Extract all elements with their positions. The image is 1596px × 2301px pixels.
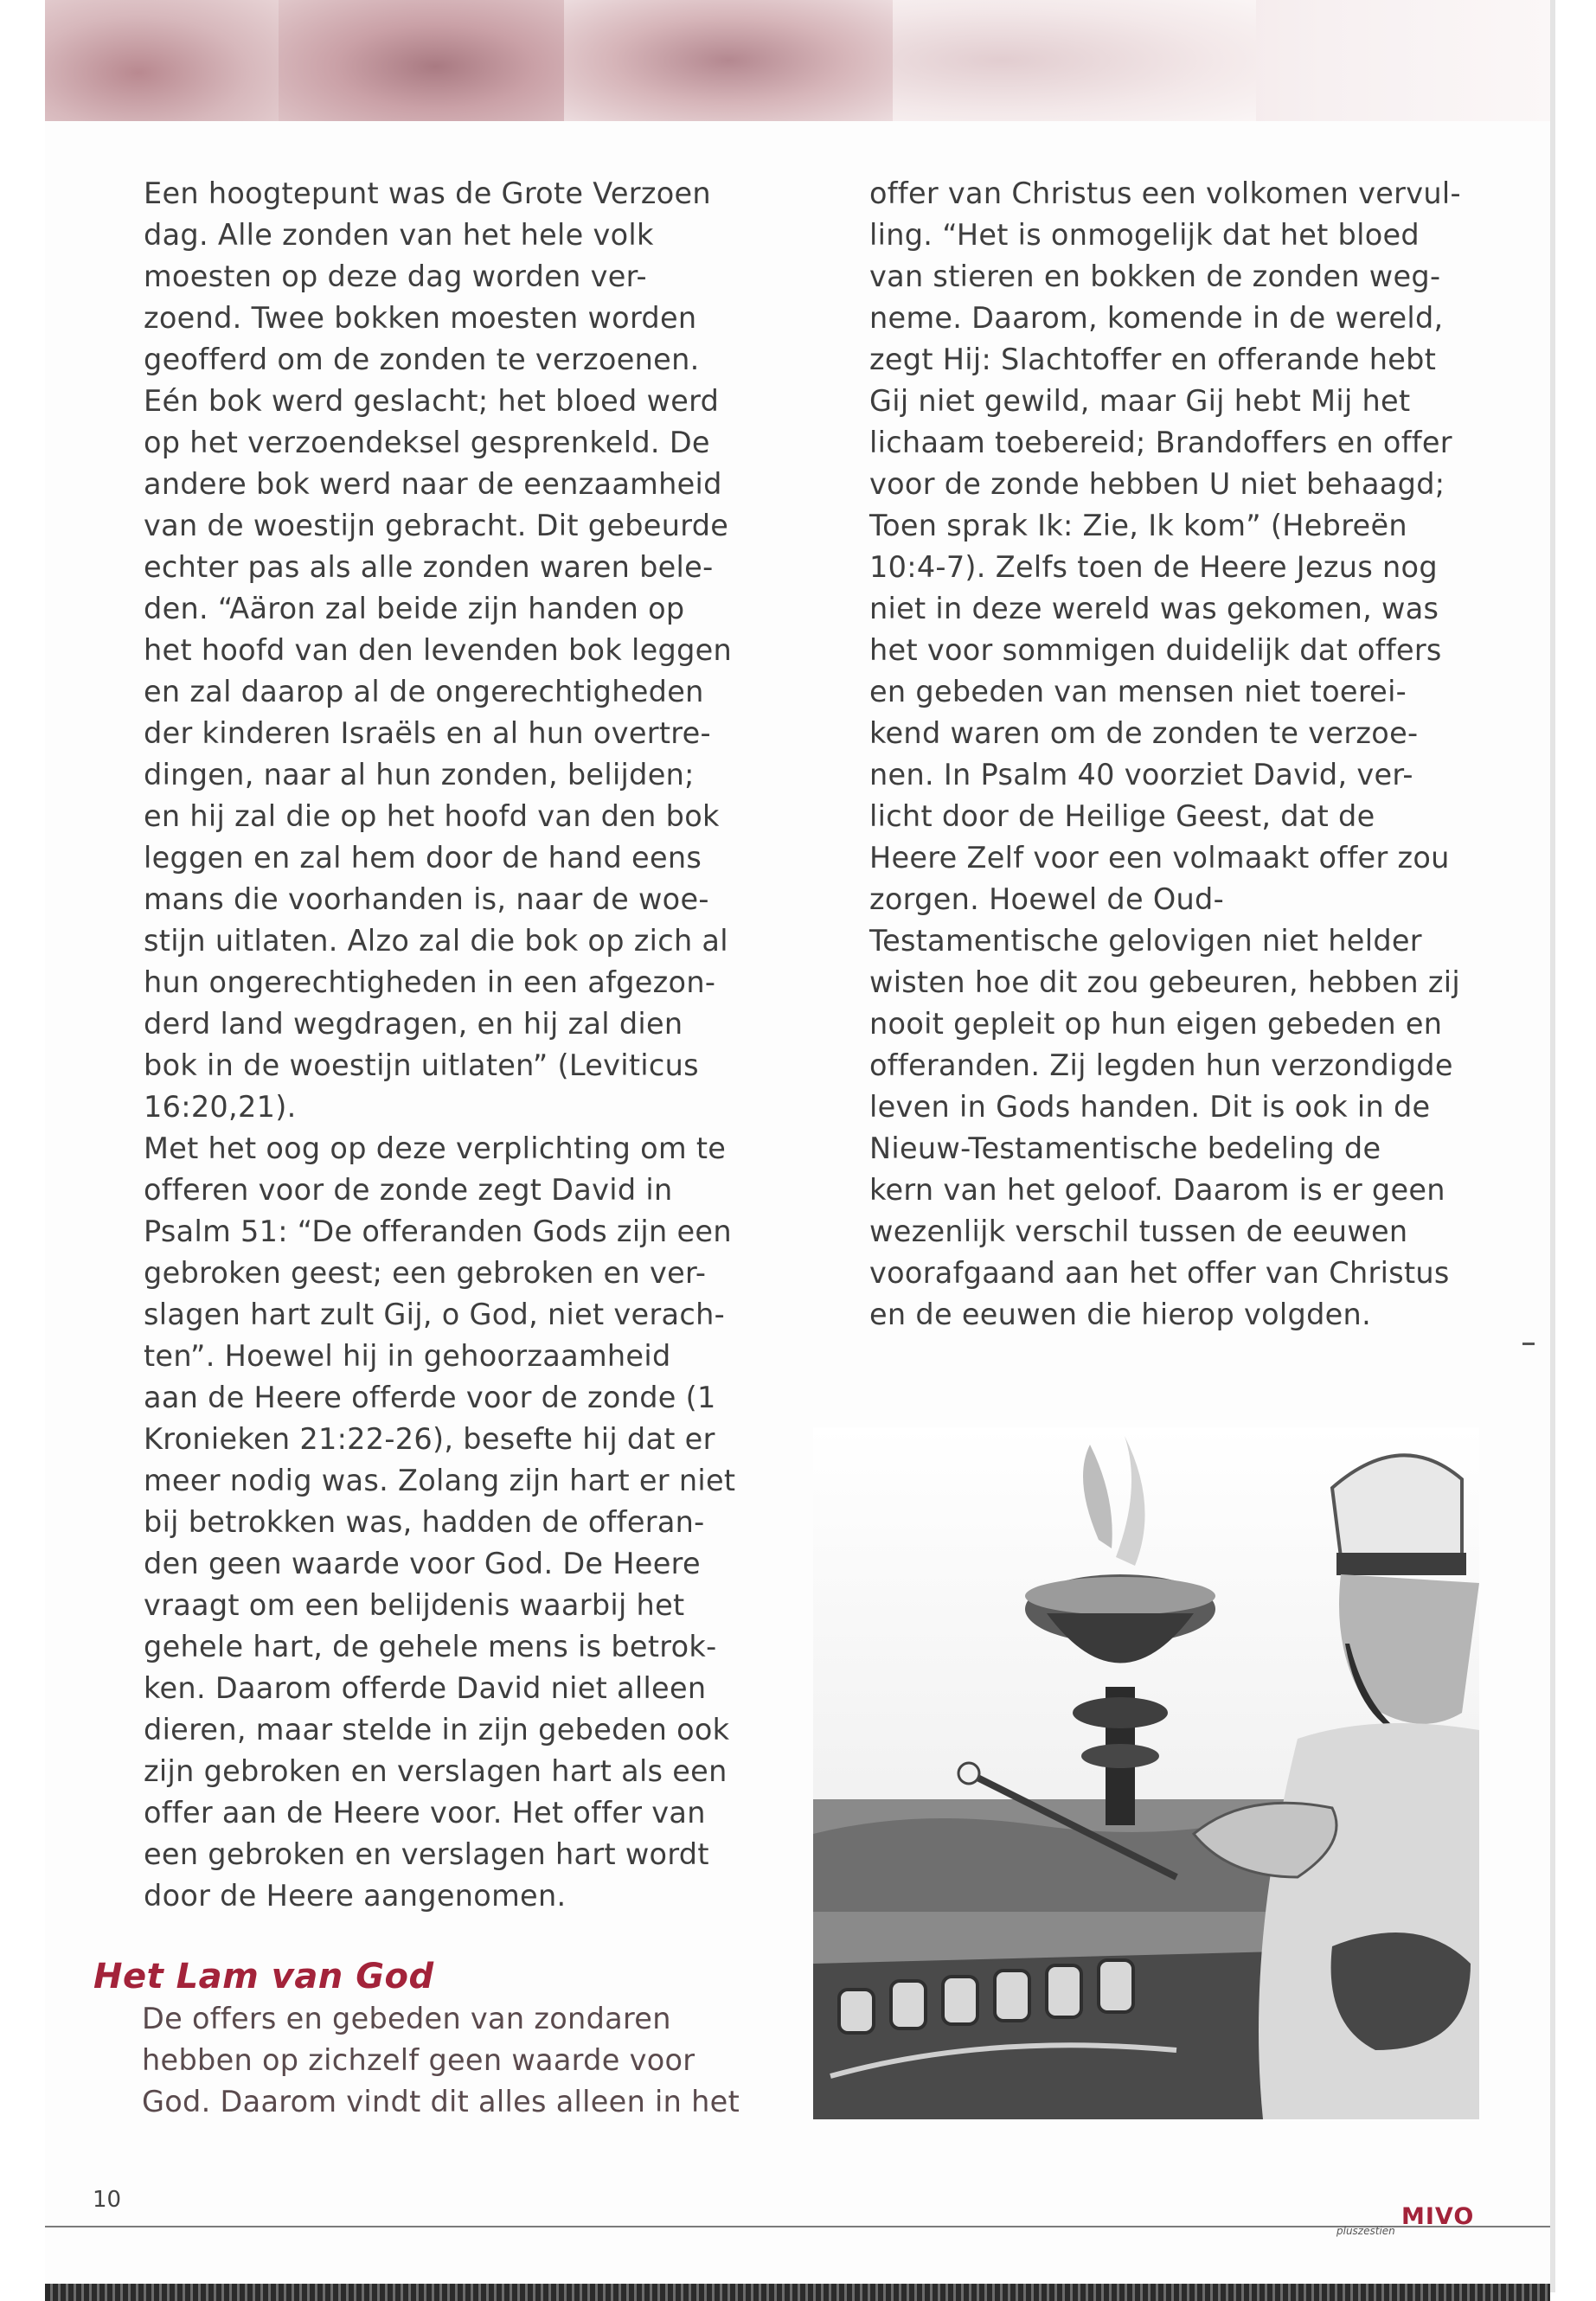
text-line: wisten hoe dit zou gebeuren, hebben zij bbox=[869, 965, 1461, 999]
text-line: Heere Zelf voor een volmaakt offer zou bbox=[869, 841, 1450, 875]
text-line: geofferd om de zonden te verzoenen. bbox=[144, 343, 700, 376]
text-line: hebben op zichzelf geen waarde voor bbox=[142, 2043, 695, 2077]
text-line: andere bok werd naar de eenzaamheid bbox=[144, 467, 722, 501]
text-line: mans die voorhanden is, naar de woe- bbox=[144, 882, 709, 916]
text-line: offeranden. Zij legden hun verzondigde bbox=[869, 1048, 1453, 1082]
section-heading: Het Lam van God bbox=[93, 1957, 434, 1997]
text-line: Een hoogtepunt was de Grote Verzoen bbox=[144, 176, 711, 210]
text-line: ken. Daarom offerde David niet alleen bbox=[144, 1671, 707, 1705]
text-line: slagen hart zult Gij, o God, niet verach- bbox=[144, 1298, 726, 1331]
page-number: 10 bbox=[93, 2187, 122, 2213]
text-line: Gij niet gewild, maar Gij hebt Mij het bbox=[869, 384, 1411, 418]
text-line: der kinderen Israëls en al hun overtre- bbox=[144, 716, 711, 750]
text-line: meer nodig was. Zolang zijn hart er niet bbox=[144, 1464, 736, 1497]
text-line: en gebeden van mensen niet toerei- bbox=[869, 675, 1407, 708]
text-line: leggen en zal hem door de hand eens bbox=[144, 841, 702, 875]
text-line: lichaam toebereid; Brandoffers en offer bbox=[869, 426, 1452, 459]
text-line: dingen, naar al hun zonden, belijden; bbox=[144, 758, 695, 792]
text-line: 10:4-7). Zelfs toen de Heere Jezus nog bbox=[869, 550, 1438, 584]
text-line: echter pas als alle zonden waren bele- bbox=[144, 550, 714, 584]
text-line: dag. Alle zonden van het hele volk bbox=[144, 218, 654, 252]
brand-subtitle: pluszestien bbox=[1336, 2225, 1395, 2237]
text-line: van stieren en bokken de zonden weg- bbox=[869, 260, 1441, 293]
text-line: leven in Gods handen. Dit is ook in de bbox=[869, 1090, 1431, 1124]
text-line: Psalm 51: “De offeranden Gods zijn een bbox=[144, 1215, 732, 1248]
text-line: stijn uitlaten. Alzo zal die bok op zich al bbox=[144, 924, 728, 958]
text-line: Nieuw-Testamentische bedeling de bbox=[869, 1131, 1381, 1165]
text-line: moesten op deze dag worden ver- bbox=[144, 260, 647, 293]
text-line: nooit gepleit op hun eigen gebeden en bbox=[869, 1007, 1443, 1041]
text-line: het voor sommigen duidelijk dat offers bbox=[869, 633, 1442, 667]
text-line: kern van het geloof. Daarom is er geen bbox=[869, 1173, 1445, 1207]
text-line: voorafgaand aan het offer van Christus bbox=[869, 1256, 1450, 1290]
text-line: neme. Daarom, komende in de wereld, bbox=[869, 301, 1444, 335]
text-line: derd land wegdragen, en hij zal dien bbox=[144, 1007, 683, 1041]
text-line: offer van Christus een volkomen vervul- bbox=[869, 176, 1461, 210]
text-line: gebroken geest; een gebroken en ver- bbox=[144, 1256, 707, 1290]
text-line: ten”. Hoewel hij in gehoorzaamheid bbox=[144, 1339, 671, 1373]
text-line: God. Daarom vindt dit alles alleen in het bbox=[142, 2085, 740, 2118]
text-line: op het verzoendeksel gesprenkeld. De bbox=[144, 426, 710, 459]
text-line: Met het oog op deze verplichting om te bbox=[144, 1131, 727, 1165]
text-line: den. “Aäron zal beide zijn handen op bbox=[144, 592, 685, 625]
text-line: vraagt om een belijdenis waarbij het bbox=[144, 1588, 685, 1622]
bottom-scan-edge bbox=[45, 2284, 1550, 2301]
text-line: licht door de Heilige Geest, dat de bbox=[869, 799, 1375, 833]
text-line: zijn gebroken en verslagen hart als een bbox=[144, 1754, 727, 1788]
text-line: en de eeuwen die hierop volgden. bbox=[869, 1298, 1372, 1331]
text-line: voor de zonde hebben U niet behaagd; bbox=[869, 467, 1445, 501]
text-line: het hoofd van den levenden bok leggen bbox=[144, 633, 733, 667]
text-line: dieren, maar stelde in zijn gebeden ook bbox=[144, 1713, 730, 1747]
header-photo-strip bbox=[45, 0, 1550, 121]
text-line: Toen sprak Ik: Zie, Ik kom” (Hebreën bbox=[869, 509, 1407, 542]
text-line: bij betrokken was, hadden de offeran- bbox=[144, 1505, 705, 1539]
text-line: den geen waarde voor God. De Heere bbox=[144, 1547, 701, 1580]
text-line: nen. In Psalm 40 voorziet David, ver- bbox=[869, 758, 1413, 792]
text-line: zoend. Twee bokken moesten worden bbox=[144, 301, 697, 335]
photo-face-1 bbox=[45, 0, 279, 121]
text-line: bok in de woestijn uitlaten” (Leviticus bbox=[144, 1048, 699, 1082]
brand-logo: MIVO bbox=[1401, 2203, 1475, 2230]
text-line: niet in deze wereld was gekomen, was bbox=[869, 592, 1439, 625]
text-line: van de woestijn gebracht. Dit gebeurde bbox=[144, 509, 729, 542]
margin-mark bbox=[1522, 1343, 1535, 1345]
photo-face-3 bbox=[564, 0, 893, 121]
text-line: zegt Hij: Slachtoffer en offerande hebt bbox=[869, 343, 1437, 376]
text-line: offer aan de Heere voor. Het offer van bbox=[144, 1796, 706, 1830]
text-line: Testamentische gelovigen niet helder bbox=[869, 924, 1422, 958]
text-line: zorgen. Hoewel de Oud- bbox=[869, 882, 1225, 916]
text-line: en hij zal die op het hoofd van den bok bbox=[144, 799, 720, 833]
text-line: Kronieken 21:22-26), besefte hij dat er bbox=[144, 1422, 715, 1456]
high-priest-illustration bbox=[813, 1427, 1479, 2119]
text-line: De offers en gebeden van zondaren bbox=[142, 2002, 671, 2035]
text-line: gehele hart, de gehele mens is betrok- bbox=[144, 1630, 717, 1663]
right-text-column bbox=[869, 173, 1492, 1336]
text-line: Eén bok werd geslacht; het bloed werd bbox=[144, 384, 720, 418]
text-line: hun ongerechtigheden in een afgezon- bbox=[144, 965, 716, 999]
text-line: 16:20,21). bbox=[144, 1090, 297, 1124]
text-line: ling. “Het is onmogelijk dat het bloed bbox=[869, 218, 1420, 252]
section-body bbox=[142, 1998, 740, 2123]
text-line: wezenlijk verschil tussen de eeuwen bbox=[869, 1215, 1408, 1248]
text-line: offeren voor de zonde zegt David in bbox=[144, 1173, 673, 1207]
text-line: en zal daarop al de ongerechtigheden bbox=[144, 675, 704, 708]
left-text-column bbox=[144, 173, 766, 1917]
footer-rule bbox=[45, 2226, 1550, 2227]
text-line: door de Heere aangenomen. bbox=[144, 1879, 567, 1913]
text-line: kend waren om de zonden te verzoe- bbox=[869, 716, 1419, 750]
photo-face-4 bbox=[893, 0, 1256, 121]
text-line: aan de Heere offerde voor de zonde (1 bbox=[144, 1381, 716, 1414]
text-line: een gebroken en verslagen hart wordt bbox=[144, 1837, 709, 1871]
photo-face-2 bbox=[279, 0, 564, 121]
